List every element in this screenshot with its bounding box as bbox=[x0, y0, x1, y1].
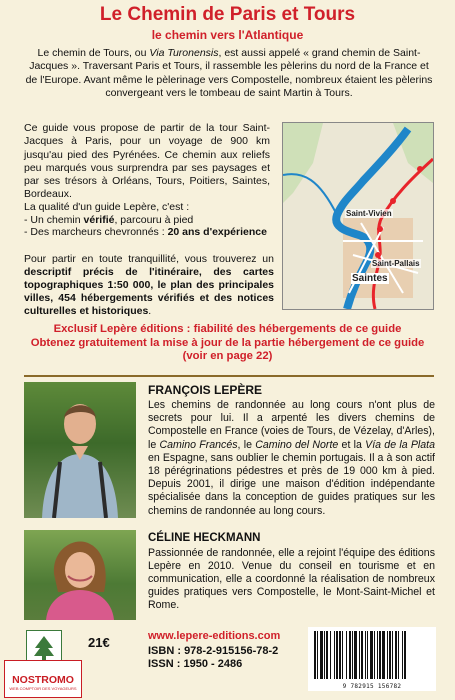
guide-paragraph: Ce guide vous propose de partir de la tour Saint-Jacques à Paris, pour un voyage de 900 km jusqu'au pied des Pyrénées. Ce chemin aux reliefs peu marqués vous surprendra par ses paysages et par ses trésors à Orléans, Tours, Poitiers, Saintes, Bordeaux. bbox=[24, 122, 270, 201]
exclusive-line-2: Obtenez gratuitement la mise à jour de la partie hébergement de ce guide (voir en page 22) bbox=[30, 336, 425, 362]
author1-bio-text: en Espagne, sans oublier le chemin portugais. Il a à son actif 18 pérégrinations pédestres et près de 19 000 km à pied. Depuis 2001, il dirige une maison d'édition indépendante spécialisée dans la conception de guides pratiques sur les chemins de randonnée au long cours. bbox=[148, 451, 435, 517]
shop-tagline: WEB COMPTOIR DES VOYAGEURS bbox=[9, 686, 77, 691]
route-map bbox=[282, 122, 434, 310]
barcode bbox=[308, 627, 436, 691]
purpose-bold: descriptif précis de l'itinéraire, des cartes topographiques 1:50 000, le plan des principales villes, 454 hébergements vérifiés et des notices culturelles et historiques bbox=[24, 266, 274, 317]
barcode-bars-icon bbox=[308, 627, 436, 681]
intro-paragraph bbox=[24, 47, 434, 100]
author1-bio-italic: Camino Francés bbox=[159, 438, 238, 451]
quality-item-text: - Un chemin bbox=[24, 213, 84, 226]
exclusive-notice bbox=[20, 323, 435, 364]
price: 21€ bbox=[88, 635, 110, 650]
issn-line bbox=[148, 658, 278, 671]
quality-item-text: , parcouru à pied bbox=[114, 213, 194, 226]
quality-item-text: - Des marcheurs chevronnés : bbox=[24, 226, 168, 238]
quality-item-bold: 20 ans d'expérience bbox=[167, 226, 267, 238]
author1-name: FRANÇOIS LEPÈRE bbox=[148, 383, 263, 397]
purpose-text: . bbox=[148, 305, 152, 317]
book-title: Le Chemin de Paris et Tours bbox=[99, 4, 356, 25]
map-label-saint-vivien: Saint-Vivien bbox=[346, 209, 392, 218]
author1-bio bbox=[148, 399, 435, 518]
purpose-text: Pour partir en toute tranquillité, vous trouverez un bbox=[24, 253, 274, 265]
divider bbox=[24, 375, 434, 377]
author-photo-francois bbox=[24, 382, 136, 518]
author1-bio-italic: Camino del Norte bbox=[255, 438, 339, 451]
barcode-digits: 9 782915 156782 bbox=[342, 683, 402, 690]
quality-item-bold: vérifié bbox=[83, 213, 115, 226]
isbn-block bbox=[148, 645, 278, 671]
portrait-woman-drawing bbox=[24, 530, 136, 620]
shop-stamp-logo bbox=[4, 660, 82, 698]
isbn-line bbox=[148, 645, 278, 658]
isbn-label: ISBN : bbox=[148, 645, 181, 657]
author1-bio-text: , le bbox=[237, 438, 256, 451]
quality-item-experience bbox=[24, 226, 274, 239]
author2-name: CÉLINE HECKMANN bbox=[148, 532, 261, 544]
exclusive-line-1: Exclusif Lepère éditions : fiabilité des hébergements de ce guide bbox=[53, 323, 402, 335]
issn-label: ISSN : bbox=[148, 658, 181, 670]
map-label-saint-pallais: Saint-Pallais bbox=[372, 259, 420, 268]
publisher-website: www.lepere-editions.com bbox=[148, 630, 281, 642]
author1-bio-text: et la bbox=[338, 438, 366, 451]
quality-list bbox=[24, 201, 274, 239]
shop-name: NOSTROMO bbox=[12, 674, 74, 686]
map-label-saintes: Saintes bbox=[352, 273, 388, 284]
portrait-man-drawing bbox=[24, 382, 136, 518]
author-photo-celine bbox=[24, 530, 136, 620]
author1-bio-text: Les chemins de randonnée au long cours n'ont plus de secrets pour lui. Il a arpenté les divers chemins de Compostelle en France (voies de Tours, de Vézelay, d'Arles), le bbox=[148, 399, 435, 451]
issn-value: 1950 - 2486 bbox=[183, 658, 243, 670]
book-subtitle: le chemin vers l'Atlantique bbox=[151, 28, 304, 42]
intro-text-2: , est aussi appelé « grand chemin de Saint-Jacques ». Traversant Paris et Tours, il rassemble les pèlerins du nord de la France et de l'Europe. Avant même le pèlerinage vers Compostelle, nombreux étaient les pèlerins convergeant vers le tombeau de saint Martin à Tours. bbox=[25, 47, 433, 99]
intro-text-1: Le chemin de Tours, ou bbox=[37, 47, 150, 59]
purpose-paragraph bbox=[24, 253, 274, 318]
author2-bio: Passionnée de randonnée, elle a rejoint l'équipe des éditions Lepère en 2010. Venue du conseil en tourisme et en communication, elle a coordonné la réalisation de nombreux guides pratiques vers Compostelle, le Mont-Saint-Michel et Rome. bbox=[148, 547, 435, 611]
author1-bio-italic: Vía de la Plata bbox=[365, 438, 435, 451]
quality-intro: La qualité d'un guide Lepère, c'est : bbox=[24, 201, 190, 213]
intro-via-name: Via Turonensis bbox=[149, 47, 219, 59]
quality-item-verified bbox=[24, 214, 274, 227]
isbn-value: 978-2-915156-78-2 bbox=[184, 645, 279, 657]
